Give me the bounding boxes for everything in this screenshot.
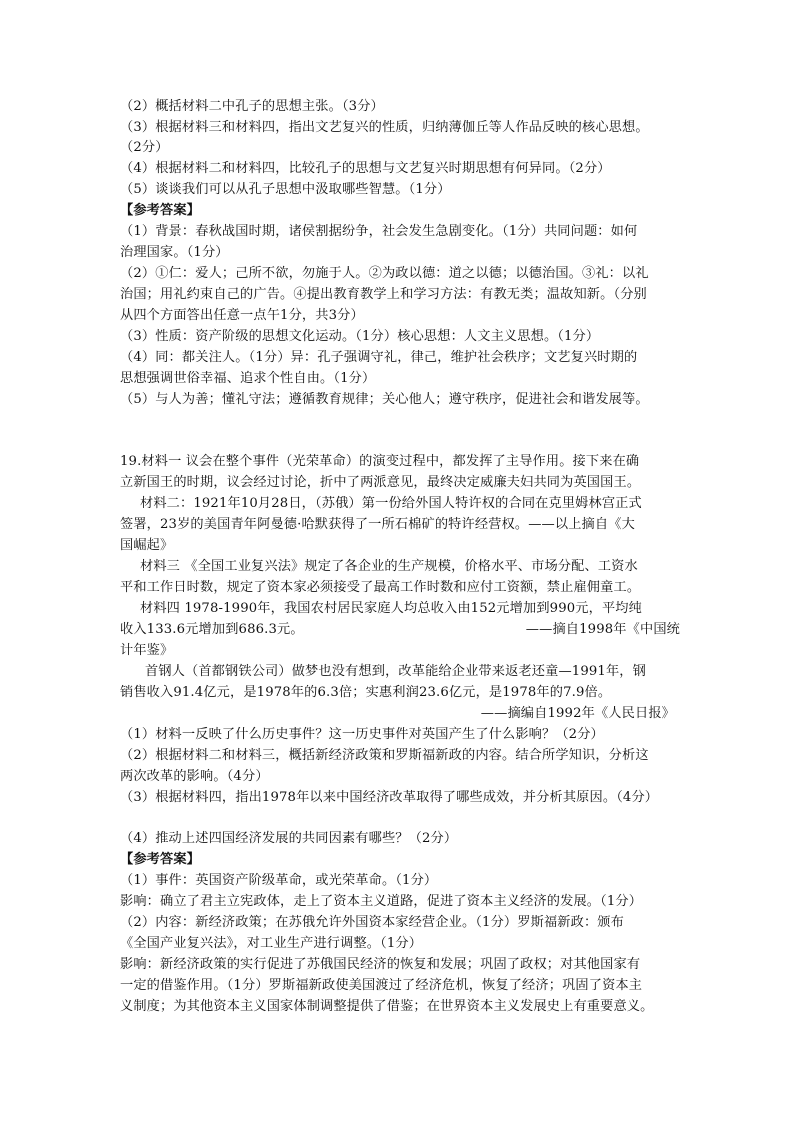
q19-material-4b: 首钢人（首都钢铁公司）做梦也没有想到，改革能给企业带来返老还童—1991年，钢 [145,664,646,679]
q19-answer-2-cont4: 义制度；为其他资本主义国家体制调整提供了借鉴；在世界资本主义发展史上有重要意义。 [120,999,654,1014]
q19-material-1-cont: 立新国王的时期，议会经过讨论，折中了两派意见，最终决定威廉夫妇共同为英国国王。 [120,475,641,490]
q19-question-2: （2）根据材料二和材料三，概括新经济政策和罗斯福新政的内容。结合所学知识，分析这 [120,748,649,763]
q19-material-3: 材料三 《全国工业复兴法》规定了各企业的生产规模，价格水平、市场分配、工资水 [140,559,638,574]
q19-material-4-cont: 收入133.6元增加到686.3元。 [120,622,304,637]
q19-material-2-cont1: 签署，23岁的美国青年阿曼德·哈默获得了一所石棉矿的特许经营权。——以上摘自《大 [120,517,635,532]
q19-material-2: 材料二：1921年10月28日，（苏俄）第一份给外国人特许权的合同在克里姆林宫正式 [140,496,642,511]
q19-material-4b-source: ——摘编自1992年《人民日报》 [480,706,675,721]
q19-material-4-source: ——摘自1998年《中国统 [525,622,680,637]
q18-answer-3: （3）性质：资产阶级的思想文化运动。（1分）核心思想：人文主义思想。（1分） [120,329,600,344]
q18-answer-1: （1）背景：春秋战国时期，诸侯割据纷争，社会发生急剧变化。（1分）共同问题：如何 [120,224,638,239]
q18-question-3: （3）根据材料三和材料四，指出文艺复兴的性质，归纳薄伽丘等人作品反映的核心思想。 [120,120,649,135]
q19-material-4: 材料四 1978-1990年，我国农村居民家庭人均总收入由152元增加到990元，平均纯 [140,601,642,616]
q18-answer-2-cont1: 治国；用礼约束自己的广告。④提出教育教学上和学习方法：有教无类；温故知新。（分别 [120,287,647,302]
q19-answer-heading: 【参考答案】 [120,852,201,867]
q19-question-1: （1）材料一反映了什么历史事件？这一历史事件对英国产生了什么影响？（2分） [120,727,604,742]
q19-material-4b-cont: 销售收入91.4亿元，是1978年的6.3倍；实惠利润23.6亿元，是1978年的7.9倍。 [120,685,612,700]
q19-material-4-source-cont: 计年鉴》 [120,643,174,658]
q19-question-4: （4）推动上述四国经济发展的共同因素有哪些？（2分） [120,831,458,846]
q18-answer-4: （4）同：都关注人。（1分）异：孔子强调守礼，律己，维护社会秩序；文艺复兴时期的 [120,350,638,365]
q19-question-3: （3）根据材料四，指出1978年以来中国经济改革取得了哪些成效，并分析其原因。（4分） [120,790,659,805]
q18-answer-4-cont: 思想强调世俗幸福、追求个性自由。（1分） [120,371,376,386]
q18-question-5: （5）谈谈我们可以从孔子思想中汲取哪些智慧。（1分） [120,182,451,197]
q19-answer-2-cont3: 一定的借鉴作用。（1分）罗斯福新政使美国渡过了经济危机，恢复了经济；巩固了资本主 [120,978,643,993]
q18-answer-2: （2）①仁：爱人；己所不欲，勿施于人。②为政以德：道之以德；以德治国。③礼：以礼 [120,266,649,281]
q19-answer-1: （1）事件：英国资产阶级革命，或光荣革命。（1分） [120,873,438,888]
q19-question-2-cont: 两次改革的影响。（4分） [120,769,269,784]
q18-answer-1-cont: 治理国家。（1分） [120,245,229,260]
q19-answer-2-cont2: 影响：新经济政策的实行促进了苏俄国民经济的恢复和发展；巩固了政权；对其他国家有 [120,957,641,972]
q18-answer-2-cont2: 从四个方面答出任意一点午1分，共3分） [120,308,364,323]
q19-answer-2: （2）内容：新经济政策；在苏俄允许外国资本家经营企业。（1分）罗斯福新政：颁布 [120,915,624,930]
q18-question-3-cont: （2分） [120,140,169,155]
q19-material-3-cont: 平和工作日时数，规定了资本家必须接受了最高工作时数和应付工资额，禁止雇佣童工。 [120,580,641,595]
q18-question-2: （2）概括材料二中孔子的思想主张。（3分） [120,99,384,114]
q19-material-1: 19.材料一 议会在整个事件（光荣革命）的演变过程中，都发挥了主导作用。接下来在确 [120,454,640,469]
q18-answer-5: （5）与人为善；懂礼守法；遵循教育规律；关心他人；遵守秩序，促进社会和谐发展等。 [120,392,649,407]
q18-question-4: （4）根据材料二和材料四，比较孔子的思想与文艺复兴时期思想有何异同。（2分） [120,161,611,176]
q19-answer-1-cont: 影响：确立了君主立宪政体，走上了资本主义道路，促进了资本主义经济的发展。（1分） [120,894,643,909]
q19-material-2-cont2: 国崛起》 [120,538,174,553]
q18-answer-heading: 【参考答案】 [120,203,201,218]
q19-answer-2-cont1: 《全国产业复兴法》，对工业生产进行调整。（1分） [120,936,423,951]
